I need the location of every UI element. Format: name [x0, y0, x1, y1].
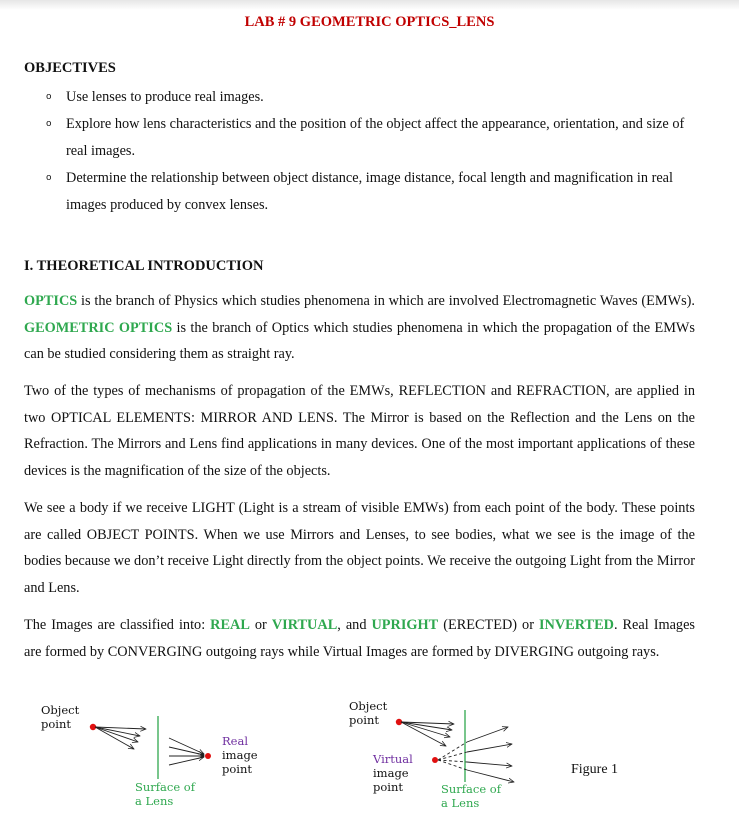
paragraph-optics — [24, 288, 695, 368]
real-image-diagram — [90, 716, 211, 779]
refracted-ray — [169, 747, 204, 755]
bullet-icon: o — [46, 119, 52, 129]
label-line: Object — [349, 699, 388, 713]
object-point-label — [41, 703, 79, 731]
object-point-label — [349, 699, 387, 727]
objective-text: Determine the relationship between object distance, image distance, focal length and magnification in real images produced by convex lenses. — [66, 170, 673, 213]
virtual-image-dot — [432, 757, 438, 763]
paragraph-text: . Real Images are formed by CONVERGING outgoing rays while Virtual Images are formed by DIVERGING outgoing rays. — [24, 617, 695, 660]
bullet-icon: o — [46, 173, 52, 183]
refracted-ray — [467, 744, 512, 752]
label-line: Object — [41, 703, 80, 717]
paragraph-text: is the branch of Optics which studies phenomena in which the propagation of the EMWs can be studied considering them as straight ray. — [24, 319, 695, 362]
upright-term: UPRIGHT — [371, 617, 439, 633]
figure-lens-images — [0, 694, 739, 822]
virtual-extension — [438, 760, 467, 762]
label-line: a Lens — [135, 794, 174, 808]
inverted-term: INVERTED — [538, 617, 614, 633]
label-line: image — [222, 748, 258, 762]
virtual-term: VIRTUAL — [271, 617, 338, 633]
real-image-dot — [205, 753, 211, 759]
virtual-image-diagram — [396, 710, 514, 782]
objective-text: Use lenses to produce real images. — [66, 89, 264, 105]
list-item — [24, 165, 704, 219]
label-line: Real — [222, 734, 248, 748]
top-shade — [0, 0, 739, 10]
incident-ray — [95, 727, 134, 749]
geometric-optics-term: GEOMETRIC OPTICS — [24, 319, 173, 336]
paragraph-seeing: We see a body if we receive LIGHT (Light is a stream of visible EMWs) from each point of the body. These points are called OBJECT POINTS. When we use Mirrors and Lenses, to see bodies, what we see is the image of the bodies because we don’t receive Light directly from the object points. We receive the outgoing Light from the Mirror and Lens. — [24, 500, 695, 596]
list-item — [24, 84, 704, 111]
paragraph-mechanisms: Two of the types of mechanisms of propagation of the EMWs, REFLECTION and REFRACTION, are applied in two OPTICAL ELEMENTS: MIRROR AND LENS. The Mirror is based on the Reflection and the Lens on the Refraction. The Mirrors and Lens find applications in many devices. One of the most important applications of these devices is the magnification of the size of the objects. — [24, 383, 695, 479]
objective-text: Explore how lens characteristics and the position of the object affect the appearance, orientation, and size of real images. — [66, 116, 685, 159]
paragraph-text: , and — [337, 617, 372, 633]
lens-surface-label — [441, 782, 501, 810]
objectives-list — [24, 84, 704, 219]
label-line: point — [349, 713, 379, 727]
refracted-ray — [169, 757, 204, 765]
label-line: Surface of — [135, 780, 195, 794]
introduction-heading: I. THEORETICAL INTRODUCTION — [24, 258, 264, 274]
figure-caption: Figure 1 — [571, 762, 619, 777]
bullet-icon: o — [46, 92, 52, 102]
refracted-ray — [467, 762, 512, 766]
label-line: point — [41, 717, 71, 731]
paragraph-image-types — [24, 612, 695, 665]
label-line: a Lens — [441, 796, 480, 810]
objectives-heading: OBJECTIVES — [24, 60, 116, 76]
virtual-extension — [438, 752, 467, 760]
label-line: Surface of — [441, 782, 501, 796]
list-item — [24, 111, 704, 165]
refracted-ray — [467, 770, 514, 782]
refracted-ray — [169, 738, 204, 754]
refracted-ray — [467, 727, 508, 742]
lens-surface-label — [135, 780, 195, 808]
paragraph-text: (ERECTED) or — [438, 617, 539, 633]
paragraph-text: or — [249, 617, 272, 633]
page-title: LAB # 9 GEOMETRIC OPTICS_LENS — [244, 14, 495, 30]
paragraph-text: The Images are classified into: — [24, 617, 211, 633]
label-line: image — [373, 766, 409, 780]
label-line: Virtual — [373, 752, 413, 766]
label-line: point — [222, 762, 252, 776]
virtual-image-point-label — [373, 752, 413, 794]
real-term: REAL — [210, 617, 250, 633]
real-image-point-label — [222, 734, 258, 776]
label-line: point — [373, 780, 403, 794]
optics-term: OPTICS — [24, 293, 78, 309]
virtual-extension — [438, 742, 467, 760]
paragraph-text: is the branch of Physics which studies phenomena in which are involved Electromagnetic Waves (EMWs). — [77, 293, 695, 309]
